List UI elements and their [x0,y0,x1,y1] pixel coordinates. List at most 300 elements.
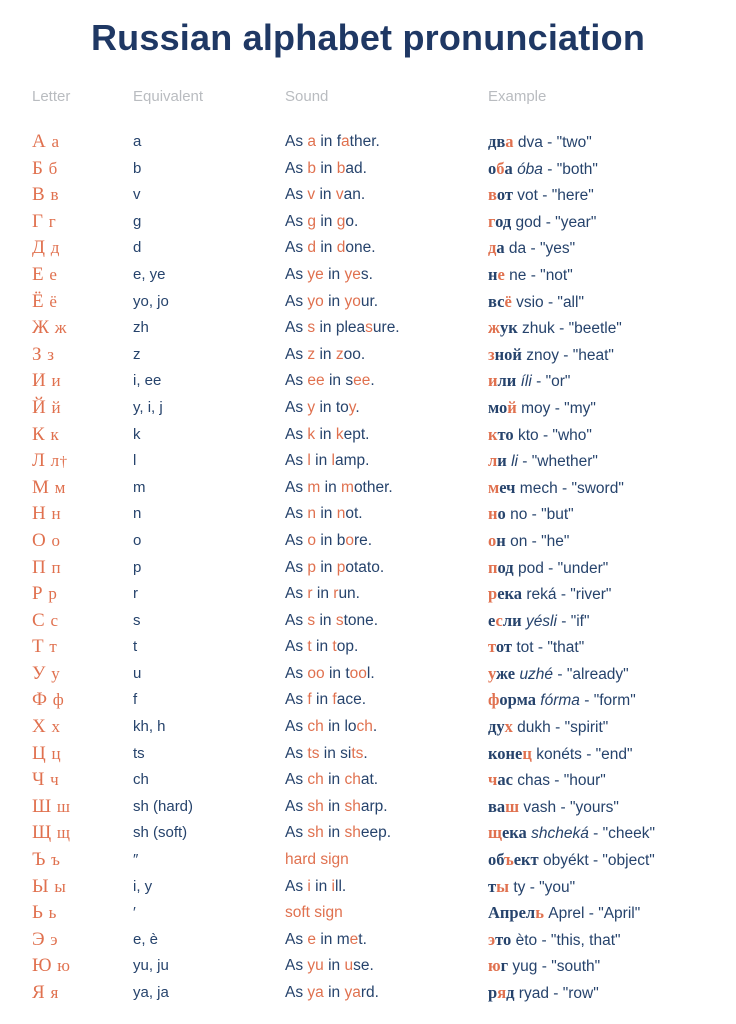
letter-cell [32,767,59,794]
sound-key-letter: t [307,638,312,656]
example-english-gloss: - "who" [542,426,592,444]
sound-cell: As ee in see. [285,372,375,390]
example-transliteration: pod [517,559,544,577]
column-header-equivalent: Equivalent [133,88,204,105]
example-letter-highlight: ц [522,743,532,763]
example-cyrillic-word: всё [488,291,512,311]
table-row [0,980,736,1007]
example-cell [488,475,624,503]
example-letter-highlight: х [504,717,513,737]
table-row [0,820,736,847]
letter-uppercase: Р [32,583,44,605]
sound-key-letter: ch [307,771,324,789]
sound-cell: As ye in yes. [285,265,373,283]
example-transliteration: no [510,506,528,524]
example-transliteration: ryad [518,985,549,1002]
example-cell [488,767,606,795]
sound-word-highlight: p [336,558,346,576]
example-cell [488,847,655,875]
sound-key-letter: z [307,345,316,363]
example-english-gloss: - "already" [557,665,629,683]
table-row [0,581,736,608]
example-letter-highlight: с [495,610,503,630]
sound-word-highlight: b [336,159,346,177]
letter-lowercase: л [50,451,60,471]
example-transliteration: chas [517,772,550,790]
example-transliteration: obyékt [542,852,589,870]
table-row [0,794,736,821]
example-transliteration: vot [517,187,538,205]
letter-lowercase: о [51,530,61,550]
example-english-gloss: - "both" [547,160,598,178]
example-cell [488,634,584,662]
letter-cell [32,847,60,874]
sound-key-letter: e [307,930,317,948]
example-cyrillic-word: тот [488,637,513,657]
letter-cell [32,395,61,422]
example-cell [488,129,592,157]
example-transliteration: god [515,213,542,231]
equivalent-cell: u [133,664,142,682]
table-row [0,661,736,688]
sound-key-letter: m [307,478,321,496]
letter-uppercase: Х [32,716,47,738]
example-transliteration: Aprel [548,905,585,923]
table-row [0,289,736,316]
letter-lowercase: е [49,264,58,284]
letter-cell [32,342,55,369]
letter-uppercase: Ц [32,742,47,764]
sound-cell: As ya in yard. [285,984,379,1001]
table-row [0,315,736,342]
page-title: Russian alphabet pronunciation [90,17,646,58]
example-letter-highlight: о [488,530,497,550]
example-cell [488,528,569,556]
example-letter-highlight: н [488,504,498,524]
letter-lowercase: ш [56,796,71,816]
example-english-gloss: - "south" [541,958,601,976]
sound-key-letter: s [307,319,316,337]
example-letter-highlight: ъ [504,850,514,870]
letter-lowercase: х [51,717,61,737]
example-english-gloss: - "under" [548,559,609,577]
sound-cell: As b in bad. [285,159,367,177]
equivalent-cell: ′ [133,904,136,922]
example-english-gloss: - "beetle" [559,320,622,338]
letter-lowercase: п [51,557,62,577]
alphabet-rows [0,129,736,1007]
example-cell [488,448,598,476]
example-cyrillic-word: да [488,238,505,258]
example-letter-highlight: а [505,132,514,151]
example-letter-highlight: и [488,371,498,391]
letter-cell [32,687,64,714]
example-english-gloss: - "here" [542,187,594,205]
sound-key-letter: n [307,505,317,523]
example-letter-highlight: ч [488,770,498,790]
sound-key-letter: v [307,186,316,204]
sound-word-highlight: u [344,957,354,975]
equivalent-cell: t [133,638,138,656]
example-letter-highlight: я [497,983,507,1002]
example-letter-highlight: в [488,185,497,205]
example-cell [488,581,611,609]
example-cyrillic-word: мой [488,397,517,417]
table-row [0,687,736,714]
sound-cell [285,847,349,874]
equivalent-cell: b [133,159,142,177]
sound-key-letter: ts [307,744,320,762]
letter-cell [32,368,61,395]
equivalent-cell: sh (soft) [133,824,188,842]
sound-key-letter: a [307,133,317,150]
example-cyrillic-word: кто [488,424,514,444]
letter-lowercase: г [48,211,57,231]
example-cell [488,953,600,981]
letter-uppercase: З [32,343,43,365]
sound-cell: As ts in sits. [285,744,368,762]
sound-key-letter: f [307,691,312,709]
letter-cell [32,980,59,1007]
sound-cell: As p in potato. [285,558,385,576]
sound-key-letter: b [307,159,317,177]
sound-key-letter: y [307,398,316,416]
example-cell [488,182,594,210]
equivalent-cell: ch [133,771,149,789]
sound-word-highlight: sh [344,824,361,842]
equivalent-cell: ″ [133,851,139,869]
table-row [0,368,736,395]
equivalent-cell: p [133,558,142,576]
sound-cell: As yu in use. [285,957,374,975]
example-cell [488,741,633,769]
table-row [0,741,736,768]
table-row [0,900,736,927]
letter-uppercase: Ф [32,689,48,711]
example-english-gloss: - "heat" [563,346,614,364]
example-english-gloss: - "April" [588,905,641,923]
sound-key-letter: yo [307,292,324,310]
sound-word-highlight: l [331,452,335,470]
table-row [0,927,736,954]
letter-cell [32,235,60,262]
letter-uppercase: Й [32,396,47,418]
sound-cell: As k in kept. [285,425,370,443]
example-cyrillic-word: уже [488,663,516,683]
sound-cell: As l in lamp. [285,452,370,470]
example-cyrillic-word: жук [488,318,518,338]
table-row [0,953,736,980]
sound-key-letter: r [307,585,313,603]
sound-word-highlight: k [335,425,344,443]
example-cyrillic-word: меч [488,477,516,497]
example-english-gloss: - "yes" [530,240,576,258]
letter-lowercase: у [51,663,61,683]
example-letter-highlight: ы [496,876,509,896]
sound-word-highlight: sh [344,797,361,815]
letter-cell [32,156,58,183]
sound-cell: As s in pleasure. [285,319,400,337]
letter-cell [32,927,58,954]
example-letter-highlight: ю [488,956,501,976]
sound-cell: As f in face. [285,691,367,709]
letter-uppercase: Т [32,636,45,658]
sound-cell: As d in done. [285,239,376,257]
equivalent-cell: i, ee [133,372,162,390]
table-row [0,714,736,741]
sound-cell: As ch in loch. [285,718,378,736]
letter-uppercase: О [32,529,47,551]
equivalent-cell: v [133,186,141,204]
example-cyrillic-word: Апрель [488,903,544,923]
sound-key-letter: s [307,611,316,629]
letter-lowercase: з [47,344,55,364]
letter-lowercase: б [48,158,58,178]
column-header-sound: Sound [285,88,329,105]
letter-uppercase: Б [32,157,44,179]
letter-uppercase: Щ [32,822,52,844]
example-cell [488,235,575,263]
example-letter-highlight: д [488,238,497,258]
table-row [0,475,736,502]
example-cell [488,368,570,396]
example-cell [488,980,599,1008]
sound-word-highlight: ch [344,771,361,789]
sound-word-highlight: s [365,319,373,337]
sound-word-highlight: a [341,133,350,150]
sound-plain-text: soft sign [285,904,343,922]
example-english-gloss: - "not" [530,266,573,284]
sound-word-highlight: ee [353,372,371,390]
example-cell [488,342,614,370]
example-cell [488,262,573,290]
example-transliteration: zhuk [522,320,555,338]
example-cell [488,209,596,237]
example-english-gloss: - "end" [586,745,633,763]
sound-key-letter: l [307,452,311,470]
example-cell [488,156,598,184]
letter-cell [32,448,68,476]
letter-cell [32,422,59,449]
letter-cell [32,182,59,209]
example-cell [488,501,574,529]
example-cell [488,874,575,902]
letter-cell [32,874,66,901]
letter-lowercase: ъ [51,850,61,870]
example-transliteration: ty [513,878,526,896]
example-cyrillic-word: конец [488,743,532,763]
letter-lowercase: ж [54,318,68,338]
letter-uppercase: Г [32,210,44,232]
equivalent-cell: m [133,478,146,496]
sound-key-letter: ya [307,984,324,1001]
example-transliteration: tot [516,639,534,657]
example-cyrillic-word: под [488,557,514,577]
example-transliteration: dva [517,134,543,151]
example-cyrillic-word: не [488,264,505,284]
example-cell [488,714,608,742]
sound-cell: As t in top. [285,638,359,656]
column-header-example: Example [488,88,547,105]
letter-cell [32,315,67,342]
example-cell [488,820,655,848]
table-row [0,874,736,901]
letter-cell [32,661,60,688]
table-row [0,129,736,156]
example-transliteration: dukh [517,719,551,737]
example-letter-highlight: ф [488,690,500,710]
letter-cell [32,581,57,608]
letter-cell [32,262,57,289]
table-row [0,634,736,661]
letter-uppercase: Н [32,503,47,525]
table-row [0,847,736,874]
sound-cell: As sh in sharp. [285,797,388,815]
equivalent-cell: g [133,212,142,230]
equivalent-cell: o [133,531,142,549]
table-row [0,448,736,475]
letter-uppercase: Ч [32,769,45,791]
letter-lowercase: к [50,424,60,444]
example-cyrillic-word: ли [488,451,507,471]
example-cyrillic-word: оба [488,158,513,178]
letter-uppercase: Ж [32,317,50,339]
example-transliteration: fórma [540,692,580,710]
sound-word-highlight: i [331,877,335,895]
sound-cell [285,900,343,927]
letter-lowercase: и [51,371,62,391]
letter-uppercase: М [32,476,50,498]
example-letter-highlight: л [488,451,498,471]
example-english-gloss: - "spirit" [555,719,609,737]
sound-word-highlight: e [349,930,359,948]
sound-key-letter: ch [307,718,324,736]
table-row [0,395,736,422]
example-letter-highlight: т [488,637,496,657]
example-cell [488,289,584,317]
sound-word-highlight: ye [344,265,361,283]
letter-lowercase: й [51,397,62,417]
equivalent-cell: n [133,505,142,523]
example-transliteration: uzhé [519,665,554,683]
example-cell [488,661,629,689]
example-english-gloss: - "that" [537,639,585,657]
example-transliteration: on [510,532,528,550]
letter-lowercase: ц [51,743,62,763]
example-cyrillic-word: ряд [488,983,515,1002]
letter-uppercase: Л [32,450,46,472]
example-cell [488,687,636,715]
table-row [0,156,736,183]
letter-lowercase: ю [57,956,71,976]
example-letter-highlight: ж [488,318,500,338]
table-row [0,501,736,528]
example-english-gloss: - "all" [547,293,584,311]
letter-cell [32,953,70,980]
example-letter-highlight: й [507,397,517,417]
sound-cell: As z in zoo. [285,345,366,363]
sound-cell: As e in met. [285,930,367,948]
sound-key-letter: yu [307,957,324,975]
letter-uppercase: А [32,131,47,152]
sound-key-letter: g [307,212,317,230]
sound-cell: As v in van. [285,186,366,204]
example-cyrillic-word: ты [488,876,509,896]
sound-word-highlight: v [335,186,344,204]
sound-word-highlight: y [348,398,356,416]
example-letter-highlight: ш [505,796,520,816]
example-transliteration: znoy [526,346,559,364]
example-english-gloss: - "you" [529,878,576,896]
example-english-gloss: - "form" [584,692,636,710]
example-transliteration: yug [512,958,538,976]
letter-lowercase: я [50,983,59,1002]
sound-cell: As a in father. [285,133,380,150]
letter-uppercase: У [32,662,46,684]
sound-key-letter: ye [307,265,324,283]
example-letter-highlight: з [488,344,495,364]
example-english-gloss: - "he" [531,532,570,550]
letter-uppercase: Э [32,928,46,950]
sound-key-letter: sh [307,797,324,815]
sound-cell: As o in bore. [285,531,373,549]
letter-uppercase: Я [32,982,46,1003]
letter-lowercase: ч [50,770,60,790]
letter-uppercase: С [32,609,46,631]
equivalent-cell: i, y [133,877,153,895]
example-letter-highlight: р [488,584,498,604]
example-cell [488,608,590,636]
example-cyrillic-word: форма [488,690,536,710]
example-letter-highlight: п [488,557,498,577]
example-cyrillic-word: река [488,584,523,604]
sound-key-letter: o [307,531,317,549]
letter-lowercase: щ [56,823,71,843]
sound-plain-text: hard sign [285,851,349,869]
letter-cell [32,714,60,741]
letter-uppercase: Ъ [32,849,46,871]
letter-uppercase: Ю [32,955,53,977]
letter-lowercase: д [50,238,60,258]
example-transliteration: shcheká [531,825,589,843]
sound-word-highlight: ya [344,984,361,1001]
example-cyrillic-word: год [488,211,512,231]
equivalent-cell: y, i, j [133,398,163,416]
example-cyrillic-word: щека [488,823,527,843]
example-cyrillic-word: или [488,371,517,391]
example-transliteration: kto [517,426,539,444]
letter-cell [32,820,71,847]
example-transliteration: ne [509,266,527,284]
example-transliteration: da [508,240,527,258]
letter-cell [32,900,57,927]
example-cyrillic-word: два [488,132,514,151]
table-row [0,608,736,635]
equivalent-cell: sh (hard) [133,797,194,815]
sound-word-highlight: ch [356,718,373,736]
example-cyrillic-word: ваш [488,796,520,816]
sound-cell: As m in mother. [285,478,393,496]
sound-word-highlight: f [332,691,337,709]
example-letter-highlight: э [488,929,496,949]
letter-lowercase: э [50,929,59,949]
sound-word-highlight: s [335,611,344,629]
sound-cell: As g in go. [285,212,359,230]
sound-word-highlight: r [333,585,339,603]
letter-lowercase: ё [49,291,58,311]
sound-word-highlight: yo [344,292,361,310]
example-cell [488,315,622,343]
